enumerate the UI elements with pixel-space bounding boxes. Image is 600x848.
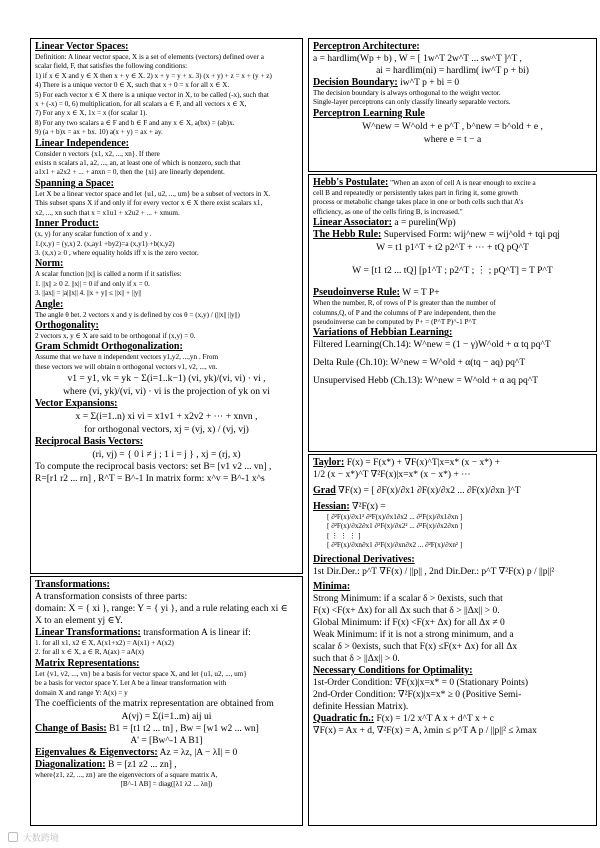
pseudoinverse-line: W = T P+ — [402, 288, 440, 299]
transformations-line: domain: X = { xi }, range: Y = { yi }, and a rule relating each xi ∈ — [35, 604, 288, 614]
pseudoinverse-heading: Pseudoinverse Rule: — [313, 287, 400, 299]
taylor-heading: Taylor: — [313, 457, 345, 468]
norm-line: 1. ||x|| ≥ 0 2. ||x|| = 0 if and only if x = 0. — [35, 279, 150, 288]
hebb-rule-heading: The Hebb Rule: — [313, 229, 382, 241]
angle-line: The angle θ bet. 2 vectors x and y is defined by cos θ = (x,y) / (||x|| ||y||) — [35, 310, 240, 319]
hebbian-section — [308, 174, 597, 452]
vector-spaces-line: scalar field, F, that satisfies the following conditions: — [35, 62, 188, 71]
orthogonality-heading: Orthogonality: — [35, 319, 99, 331]
perceptron-section — [308, 38, 597, 172]
left-column — [30, 38, 303, 826]
transformations-section — [30, 576, 303, 826]
inner-product-heading: Inner Product: — [35, 218, 99, 230]
diagonalization-line: B = [z1 z2 ... zn] , — [107, 760, 177, 771]
change-of-basis-row — [35, 723, 298, 735]
independence-heading: Linear Independence: — [35, 137, 129, 149]
orthogonality-line: 2 vectors x, y ∈ X are said to be orthogonal if (x,y) = 0. — [35, 331, 196, 340]
linear-algebra-section — [30, 38, 303, 574]
watermark — [8, 831, 59, 844]
optimality-line: 2nd-Order Condition: ∇²F(x)|x=x* ≥ 0 (Positive Semi- — [313, 689, 522, 700]
pseudoinverse-line: When the number, R, of rows of P is greater than the number of — [313, 299, 496, 308]
decision-boundary-row — [313, 77, 592, 89]
directional-line: 1st Dir.Der.: p^T ∇F(x) / ||p|| , 2nd Dir.Der.: p^T ∇²F(x) p / ||p||² — [313, 566, 555, 577]
quadratic-line: ∇F(x) = Ax + d, ∇²F(x) = A, λmin ≤ p^T A p / ||p||² ≤ λmax — [313, 725, 537, 736]
grad-line: ∇F(x) = [ ∂F(x)/∂x1 ∂F(x)/∂x2 ... ∂F(x)/∂xn ]^T — [338, 486, 521, 496]
minima-line: such that δ > ||Δx|| > 0. — [313, 653, 400, 664]
reciprocal-line: To compute the reciprocal basis vectors: set B= [v1 v2 ... vn] , — [35, 462, 272, 473]
optimality-heading: Necessary Conditions for Optimality: — [313, 664, 473, 676]
hebb-rule-line: Supervised Form: wij^new = wij^old + tqi pqj — [383, 230, 560, 241]
watermark-logo-icon — [8, 832, 18, 842]
quadratic-row — [313, 713, 592, 725]
norm-line: A scalar function ||x|| is called a norm if it satisfies: — [35, 270, 182, 279]
hebb-heading: Hebb's Postulate: — [313, 177, 389, 188]
minima-line: scalar δ > 0exists, such that F(x) ≤F(x+ Δx) for all Δx — [313, 641, 518, 652]
hebb-line: efficiency, as one of the cells firing B, is increased." — [313, 207, 463, 216]
matrix-representations-line: The coefficients of the matrix representation are obtained from — [35, 699, 274, 710]
variations-line: Filtered Learning(Ch.14): W^new = (1 − γ)W^old + α tq pq^T — [313, 340, 551, 351]
vector-spaces-line: 5) For each vector x ∈ X there is a unique vector in X, to be called (-x), such that — [35, 90, 269, 99]
decision-boundary-line: The decision boundary is always orthogonal to the weight vector. — [313, 89, 501, 97]
optimization-section — [308, 454, 597, 826]
spanning-line: Let X be a linear vector space and let {u1, u2, ..., um} be a subset of vectors in X. — [35, 189, 271, 198]
minima-line: F(x) <F(x+ Δx) for all Δx such that δ > ||Δx|| > 0. — [313, 605, 500, 616]
linear-transformations-line: 1. for all x1, x2 ∈ X, A(x1+x2) = A(x1) + A(x2) — [35, 639, 174, 647]
pseudoinverse-line: columns,Q, of P and the columns of P are independent, then the — [313, 308, 496, 317]
taylor-line: F(x) = F(x*) + ∇F(x)^T|x=x* (x − x*) + — [346, 458, 500, 468]
inner-product-line: (x, y) for any scalar function of x and y . — [35, 230, 152, 239]
eigen-row — [35, 747, 298, 759]
pseudoinverse-line: pseudoinverse can be computed by P+ = (P^T P)^-1 P^T — [313, 318, 477, 327]
gram-schmidt-line: these vectors we will obtain n orthogonal vectors v1, v2, ..., vn. — [35, 362, 218, 371]
vector-spaces-line: 9) (a + b)x = ax + bx. 10) a(x + y) = ax + ay. — [35, 128, 163, 137]
inner-product-line: 3. (x,x) ≥ 0 , where equality holds iff x is the zero vector. — [35, 248, 199, 257]
gram-schmidt-heading: Gram Schmidt Orthogonalization: — [35, 341, 183, 353]
minima-line: Strong Minimum: if a scalar δ > 0exists, such that — [313, 593, 503, 604]
independence-line: Consider n vectors {x1, x2, ..., xn}. If there — [35, 149, 160, 158]
hessian-heading: Hessian: — [313, 501, 350, 512]
hebb-line: process or metabolic change takes place in one or both cells such that A's — [313, 198, 524, 207]
reciprocal-line: R=[r1 r2 ... rn] , R^T = B^-1 In matrix form: x^v = B^-1 x^s — [35, 474, 265, 485]
diagonalization-line: where{z1, z2, ..., zn} are the eigenvectors of a square matrix A, — [35, 771, 218, 780]
decision-boundary-heading: Decision Boundary: — [313, 77, 398, 88]
hebb-rule-equation: W = [t1 t2 ... tQ] [p1^T ; p2^T ; ⋮ ; pQ^T] = T P^T — [352, 265, 553, 277]
independence-line: a1x1 + a2x2 + ... + anxn = 0, then the {xi} are linearly dependent. — [35, 168, 225, 177]
hebb-line: cell B and repeatedly or persistently takes part in firing it, some growth — [313, 189, 518, 197]
variations-line: Delta Rule (Ch.10): W^new = W^old + α(tq − aq) pq^T — [313, 358, 526, 369]
associator-heading: Linear Associator: — [313, 217, 392, 229]
matrix-representations-equation: A(vj) = Σ(i=1..m) aij ui — [121, 711, 212, 723]
gram-schmidt-line: Assume that we have n independent vectors y1,y2, ...,yn . From — [35, 353, 219, 362]
spanning-heading: Spanning a Space: — [35, 177, 114, 189]
perceptron-rule-equation: W^new = W^old + e p^T , b^new = b^old + e , — [362, 120, 543, 132]
reciprocal-heading: Reciprocal Basis Vectors: — [35, 436, 144, 448]
grad-heading: Grad — [313, 485, 336, 496]
hebb-rule-equation: W = t1 p1^T + t2 p2^T + ⋯ + tQ pQ^T — [376, 242, 529, 254]
quadratic-line: F(x) = 1/2 x^T A x + d^T x + c — [376, 713, 495, 724]
eigen-heading: Eigenvalues & Eigenvectors: — [35, 747, 158, 759]
change-of-basis-line: A' = [Bw^-1 A B1] — [130, 736, 203, 747]
matrix-representations-line: be a basis for vector space Y. Let A be a linear transformation with — [35, 679, 227, 688]
minima-line: Weak Minimum: if it is not a strong minimum, and a — [313, 629, 514, 640]
minima-line: Global Minimum: if F(x) <F(x+ Δx) for all Δx ≠ 0 — [313, 617, 505, 628]
expansions-equation: for orthogonal vectors, xj = (vj, x) / (vj, vj) — [84, 424, 249, 436]
matrix-representations-heading: Matrix Representations: — [35, 657, 140, 669]
perceptron-heading: Perceptron Architecture: — [313, 41, 420, 52]
matrix-representations-line: domain X and range Y: A(x) = y — [35, 688, 128, 697]
optimality-line: 1st-Order Condition: ∇F(x)|x=x* = 0 (Stationary Points) — [313, 677, 529, 688]
hessian-line: ∇²F(x) = — [352, 502, 386, 512]
vector-spaces-line: 7) For any x ∈ X, 1x = x (for scalar 1). — [35, 109, 148, 118]
decision-boundary-line: Single-layer perceptrons can only classify linearly separable vectors. — [313, 98, 511, 107]
cheat-sheet — [30, 38, 598, 826]
expansions-heading: Vector Expansions: — [35, 398, 118, 410]
hessian-matrix-row: [ ⋮ ⋮ ⋮ ] — [327, 531, 361, 540]
angle-heading: Angle: — [35, 298, 64, 310]
grad-row — [313, 485, 592, 497]
hessian-row — [313, 501, 592, 513]
linear-transformations-line: transformation A is linear if: — [143, 628, 251, 638]
transformations-line: X to an element yj ∈Y. — [35, 616, 123, 626]
hessian-matrix-row: [ ∂²F(x)/∂x1² ∂²F(x)/∂x1∂x2 ... ∂²F(x)/∂x1∂xn ] — [327, 513, 463, 521]
independence-line: exists n scalars a1, a2, ..., an, at least one of which is nonzero, such that — [35, 159, 241, 168]
linear-transformations-line: 2. for all x ∈ X, a ∈ R, A(ax) = aA(x) — [35, 648, 144, 657]
hessian-matrix-row: [ ∂²F(x)/∂x2∂x1 ∂²F(x)/∂x2² ... ∂²F(x)/∂x2∂xn ] — [327, 522, 463, 531]
inner-product-line: 1.(x,y) = (y,x) 2. (x,ay1 +by2)=a (x,y1) +b(x,y2) — [35, 239, 175, 248]
minima-heading: Minima: — [313, 580, 351, 592]
hessian-matrix-row: [ ∂²F(x)/∂xn∂x1 ∂²F(x)/∂xn∂x2 ... ∂²F(x)/∂xn² ] — [327, 541, 463, 550]
diagonalization-heading: Diagonalization: — [35, 759, 106, 771]
perceptron-line: a = hardlim(Wp + b) , W = [ 1w^T 2w^T ... sw^T ]^T , — [313, 54, 522, 64]
matrix-representations-line: Let {v1, v2, ..., vn} be a basis for vector space X, and let {u1, u2, ..., um} — [35, 669, 247, 678]
norm-line: 3. ||ax|| = |a|||x|| 4. ||x + y|| ≤ ||x|| + ||y|| — [35, 289, 142, 298]
vector-spaces-line: 1) if x ∈ X and y ∈ X then x + y ∈ X. 2) x + y = y + x. 3) (x + y) + z = x + (y + z) — [35, 71, 272, 80]
quadratic-heading: Quadratic fn.: — [313, 712, 375, 724]
vector-spaces-line: 8) For any two scalars a ∈ F and b ∈ F and any x ∈ X, a(bx) = (ab)x. — [35, 118, 235, 127]
gram-schmidt-equation: where (vi, yk)/(vi, vi) · vi is the projection of yk on vi — [63, 386, 270, 398]
perceptron-line: ai = hardlim(ni) = hardlim( iw^T p + bi) — [376, 66, 529, 76]
pseudoinverse-row — [313, 287, 592, 299]
associator-row — [313, 217, 592, 229]
decision-boundary-line: iw^T p + bi = 0 — [400, 78, 460, 88]
transformations-line: A transformation consists of three parts: — [35, 592, 188, 602]
expansions-equation: x = Σ(i=1..n) xi vi = x1v1 + x2v2 + ⋯ + xnvn , — [75, 411, 258, 423]
perceptron-rule-equation: where e = t − a — [423, 133, 482, 145]
linear-transformations-heading: Linear Transformations: — [35, 627, 141, 638]
associator-line: a = purelin(Wp) — [394, 218, 456, 229]
taylor-line: 1/2 (x − x*)^T ∇²F(x)|x=x* (x − x*) + ⋯ — [313, 470, 471, 480]
vector-spaces-line: 4) There is a unique vector 0 ∈ X, such that x + 0 = x for all x ∈ X. — [35, 81, 230, 90]
change-of-basis-heading: Change of Basis: — [35, 723, 107, 735]
directional-heading: Directional Derivatives: — [313, 553, 415, 565]
diagonalization-row — [35, 759, 298, 771]
optimality-line: definite Hessian Matrix). — [313, 701, 409, 712]
gram-schmidt-equation: v1 = y1, vk = yk − Σ(i=1..k−1) (vi, yk)/(vi, vi) · vi , — [67, 373, 266, 385]
vector-spaces-line: Definition: A linear vector space, X is a set of elements (vectors) defined over a — [35, 53, 264, 61]
hebb-rule-row — [313, 229, 592, 241]
spanning-line: x2, ..., xn such that x = x1u1 + x2u2 + ... + xmum. — [35, 208, 180, 217]
vector-spaces-heading: Linear Vector Spaces: — [35, 41, 129, 52]
perceptron-rule-heading: Perceptron Learning Rule — [313, 107, 425, 119]
transformations-heading: Transformations: — [35, 579, 110, 590]
diagonalization-line: [B^-1 AB] = diag([λ1 λ2 ... λn]) — [120, 780, 213, 789]
watermark-text: 大数跨境 — [22, 834, 59, 844]
taylor-row — [313, 457, 592, 469]
spanning-line: This subset spans X if and only if for every vector x ∈ X there exist scalars x1, — [35, 199, 263, 208]
linear-transformations-row — [35, 627, 298, 639]
change-of-basis-line: B1 = [t1 t2 ... tn] , Bw = [w1 w2 ... wn] — [109, 724, 259, 735]
hebb-row — [313, 177, 592, 189]
variations-heading: Variations of Hebbian Learning: — [313, 327, 453, 339]
hebb-line: "When an axon of cell A is near enough to excite a — [390, 179, 536, 187]
variations-line: Unsupervised Hebb (Ch.13): W^new = W^old + α aq pq^T — [313, 376, 539, 387]
norm-heading: Norm: — [35, 258, 64, 270]
reciprocal-equation: (ri, vj) = { 0 i ≠ j ; 1 i = j } , xj = (rj, x) — [92, 449, 241, 461]
right-column — [308, 38, 597, 826]
eigen-line: Az = λz, |A − λI| = 0 — [159, 748, 238, 759]
vector-spaces-line: x + (-x) = 0, 6) multiplication, for all scalars a ∈ F, and all vectors x ∈ X, — [35, 100, 247, 109]
